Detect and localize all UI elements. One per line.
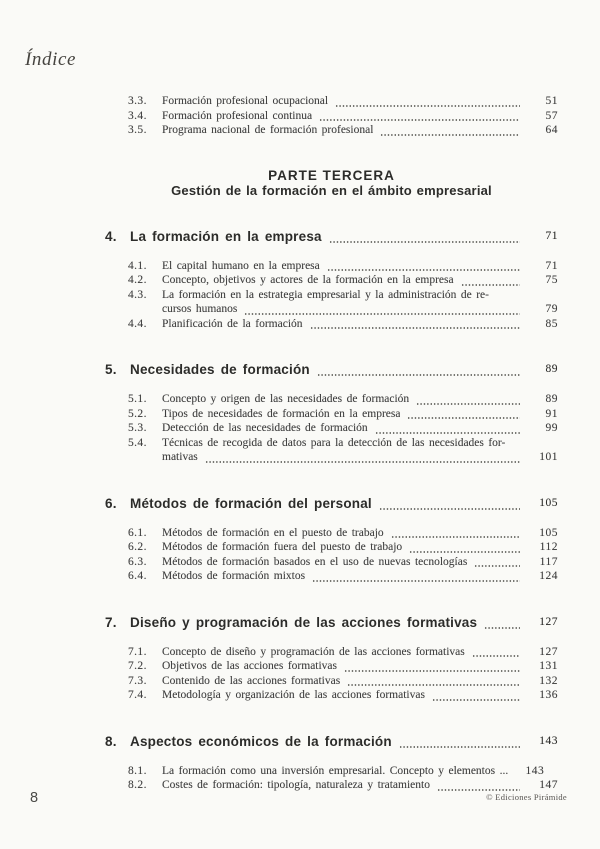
entry-text: Métodos de formación mixtos <box>162 570 306 582</box>
dot-leader <box>409 551 520 553</box>
dot-leader <box>432 699 520 701</box>
chapter-list <box>105 228 558 793</box>
entry-text: Métodos de formación en el puesto de trabajo <box>162 526 384 539</box>
entry-line <box>162 259 558 274</box>
entry-page-number: 75 <box>545 274 558 286</box>
entry-line <box>162 421 558 436</box>
section-3-entries <box>105 94 558 138</box>
dot-leader <box>312 580 520 582</box>
entry-line <box>162 450 558 465</box>
entry-text: Formación profesional ocupacional <box>162 95 329 107</box>
dot-leader <box>319 119 520 121</box>
entry-body <box>162 526 558 541</box>
dot-leader <box>472 655 520 657</box>
entry-number: 6.4. <box>128 570 147 582</box>
entry-page-number: 112 <box>539 541 558 553</box>
table-of-contents <box>105 94 558 793</box>
chapter-page-number: 127 <box>539 615 558 628</box>
entry-line <box>162 526 558 541</box>
toc-entry <box>128 569 558 584</box>
toc-entry <box>128 94 558 109</box>
dot-leader <box>310 327 520 329</box>
chapter-number: 4. <box>105 228 117 244</box>
dot-leader <box>461 284 520 286</box>
chapter-title: La formación en la empresa <box>130 228 322 244</box>
dot-leader <box>347 684 520 686</box>
chapter-section <box>105 614 558 703</box>
dot-leader <box>437 789 520 791</box>
entry-body <box>162 778 558 793</box>
entry-body <box>162 94 558 109</box>
entry-number: 7.4. <box>128 689 147 701</box>
entry-line <box>162 94 558 109</box>
chapter-page-number: 143 <box>539 734 558 747</box>
entry-text: Programa nacional de formación profesional <box>162 124 374 136</box>
entry-page-number: 147 <box>539 779 558 791</box>
chapter-row <box>105 733 558 750</box>
entry-text: Formación profesional continua <box>162 109 313 122</box>
entry-text: Objetivos de las acciones formativas <box>162 660 338 672</box>
toc-entry <box>128 392 558 407</box>
entry-line <box>162 407 558 422</box>
entry-number: 6.1. <box>128 526 147 539</box>
entry-line <box>162 317 558 332</box>
entry-number: 8.1. <box>128 764 147 777</box>
entry-line <box>162 659 558 674</box>
entry-number: 3.4. <box>128 109 147 122</box>
entry-text: Concepto de diseño y programación de las acciones formativas <box>162 645 465 658</box>
dot-leader <box>375 432 520 434</box>
entry-number: 4.4. <box>128 317 147 330</box>
toc-entry <box>128 764 558 779</box>
dot-leader <box>317 374 520 376</box>
toc-entry <box>128 526 558 541</box>
toc-entry <box>128 421 558 436</box>
entry-body <box>162 392 558 407</box>
chapter-entries <box>105 645 558 703</box>
entry-line <box>162 436 558 451</box>
entry-text: Técnicas de recogida de datos para la detección de las necesidades for- <box>162 436 506 449</box>
chapter-number: 6. <box>105 495 117 511</box>
entry-text: cursos humanos <box>162 303 238 315</box>
entry-text: Métodos de formación fuera del puesto de trabajo <box>162 541 403 553</box>
entry-body <box>162 674 558 689</box>
entry-number: 7.2. <box>128 660 147 672</box>
entry-page-number: 89 <box>545 393 558 405</box>
chapter-title: Métodos de formación del personal <box>130 495 372 511</box>
entry-text: La formación como una inversión empresarial. Concepto y elementos ... <box>162 764 509 777</box>
entry-body <box>162 273 558 288</box>
entry-line <box>162 688 558 703</box>
entry-line <box>162 109 558 124</box>
dot-leader <box>416 403 520 405</box>
entry-number: 4.2. <box>128 274 147 286</box>
entry-text: Concepto, objetivos y actores de la formación en la empresa <box>162 274 454 286</box>
entry-body <box>162 645 558 660</box>
dot-leader <box>399 746 520 748</box>
entry-body <box>162 123 558 138</box>
dot-leader <box>379 508 520 510</box>
toc-entry <box>128 555 558 570</box>
dot-leader <box>329 241 520 243</box>
chapter-entries <box>105 392 558 465</box>
entry-page-number: 136 <box>539 689 558 701</box>
entry-page-number: 79 <box>545 303 558 315</box>
dot-leader <box>380 134 520 136</box>
chapter-row <box>105 228 558 245</box>
entry-page-number: 132 <box>539 674 558 687</box>
entry-text: Contenido de las acciones formativas <box>162 674 341 687</box>
entry-body <box>162 317 558 332</box>
entry-body <box>162 764 558 779</box>
dot-leader <box>335 105 520 107</box>
entry-page-number: 105 <box>539 526 558 539</box>
entry-number: 8.2. <box>128 779 147 791</box>
entry-body <box>162 421 558 436</box>
chapter-entries <box>105 526 558 584</box>
chapter-title: Aspectos económicos de la formación <box>130 733 392 749</box>
folio-page-number: 8 <box>30 790 39 806</box>
entry-page-number: 143 <box>525 764 545 777</box>
dot-leader <box>327 269 520 271</box>
chapter-number: 5. <box>105 362 117 377</box>
entry-text: Concepto y origen de las necesidades de formación <box>162 393 410 405</box>
entry-number: 4.3. <box>128 288 147 301</box>
chapter-row <box>105 361 558 378</box>
entry-page-number: 131 <box>539 660 558 672</box>
part-subtitle: Gestión de la formación en el ámbito empresarial <box>171 182 492 198</box>
toc-entry <box>128 688 558 703</box>
entry-number: 7.1. <box>128 645 147 658</box>
entry-body <box>162 288 558 317</box>
chapter-section <box>105 495 558 584</box>
toc-entry <box>128 259 558 274</box>
part-header <box>105 168 558 198</box>
entry-text: mativas <box>162 451 198 463</box>
chapter-page-number: 105 <box>539 496 558 509</box>
toc-entry <box>128 288 558 317</box>
entry-text: El capital humano en la empresa <box>162 259 320 272</box>
entry-line <box>162 645 558 660</box>
chapter-row <box>105 614 558 631</box>
toc-entry <box>128 540 558 555</box>
entry-number: 6.2. <box>128 541 147 553</box>
entry-line <box>162 778 558 793</box>
dot-leader <box>391 536 520 538</box>
dot-leader <box>407 417 520 419</box>
toc-entry <box>128 436 558 465</box>
toc-entry <box>128 317 558 332</box>
chapter-row <box>105 495 558 512</box>
chapter-page-number: 89 <box>545 363 558 375</box>
chapter-entries <box>105 259 558 332</box>
dot-leader <box>344 670 520 672</box>
entry-text: Costes de formación: tipología, naturaleza y tratamiento <box>162 779 430 791</box>
toc-entry <box>128 674 558 689</box>
chapter-section <box>105 733 558 793</box>
entry-text: Planificación de la formación <box>162 317 303 330</box>
dot-leader <box>205 461 520 463</box>
entry-text: Metodología y organización de las acciones formativas <box>162 689 425 701</box>
entry-text: Detección de las necesidades de formación <box>162 422 368 434</box>
entry-number: 7.3. <box>128 674 147 687</box>
entry-number: 3.5. <box>128 124 147 136</box>
chapter-title: Necesidades de formación <box>130 362 310 377</box>
part-title: PARTE TERCERA <box>268 167 395 183</box>
chapter-number: 8. <box>105 733 117 749</box>
entry-page-number: 91 <box>545 407 558 420</box>
entry-body <box>162 436 558 465</box>
entry-text: La formación en la estrategia empresarial y la administración de re- <box>162 288 489 301</box>
chapter-page-number: 71 <box>545 229 558 242</box>
chapter-number: 7. <box>105 614 117 630</box>
entry-page-number: 57 <box>545 109 558 122</box>
entry-body <box>162 659 558 674</box>
entry-line <box>162 674 558 689</box>
entry-number: 6.3. <box>128 555 147 568</box>
entry-body <box>162 569 558 584</box>
publisher-copyright: © Ediciones Pirámide <box>486 792 567 802</box>
chapter-section <box>105 228 558 332</box>
entry-page-number: 117 <box>539 555 558 568</box>
entry-number: 5.3. <box>128 422 147 434</box>
entry-line <box>162 555 558 570</box>
entry-line <box>162 569 558 584</box>
entry-page-number: 124 <box>539 570 558 582</box>
entry-page-number: 101 <box>539 451 558 463</box>
entry-text: Tipos de necesidades de formación en la empresa <box>162 407 401 420</box>
toc-entry <box>128 645 558 660</box>
dot-leader <box>244 313 520 315</box>
entry-body <box>162 407 558 422</box>
dot-leader <box>474 565 520 567</box>
toc-entry <box>128 123 558 138</box>
entry-body <box>162 540 558 555</box>
entry-page-number: 71 <box>545 259 558 272</box>
toc-entry <box>128 659 558 674</box>
entry-number: 5.2. <box>128 407 147 420</box>
entry-page-number: 64 <box>545 124 558 136</box>
entry-body <box>162 109 558 124</box>
entry-line <box>162 123 558 138</box>
toc-entry <box>128 407 558 422</box>
toc-entry <box>128 273 558 288</box>
entry-body <box>162 555 558 570</box>
entry-line <box>162 540 558 555</box>
entry-page-number: 127 <box>539 645 558 658</box>
entry-number: 3.3. <box>128 95 147 107</box>
entry-line <box>162 302 558 317</box>
entry-page-number: 99 <box>545 422 558 434</box>
entry-number: 5.1. <box>128 393 147 405</box>
entry-page-number: 51 <box>545 95 558 107</box>
entry-line <box>162 288 558 303</box>
chapter-section <box>105 361 558 465</box>
dot-leader <box>484 627 520 629</box>
entry-body <box>162 259 558 274</box>
toc-entry <box>128 109 558 124</box>
entry-text: Métodos de formación basados en el uso de nuevas tecnologías <box>162 555 468 568</box>
entry-line <box>162 764 558 779</box>
chapter-title: Diseño y programación de las acciones formativas <box>130 614 478 630</box>
entry-page-number: 85 <box>545 317 558 330</box>
entry-line <box>162 273 558 288</box>
entry-number: 5.4. <box>128 436 147 449</box>
chapter-entries <box>105 764 558 793</box>
entry-number: 4.1. <box>128 259 147 272</box>
entry-line <box>162 392 558 407</box>
toc-entry <box>128 778 558 793</box>
entry-body <box>162 688 558 703</box>
page-title: Índice <box>25 49 77 70</box>
